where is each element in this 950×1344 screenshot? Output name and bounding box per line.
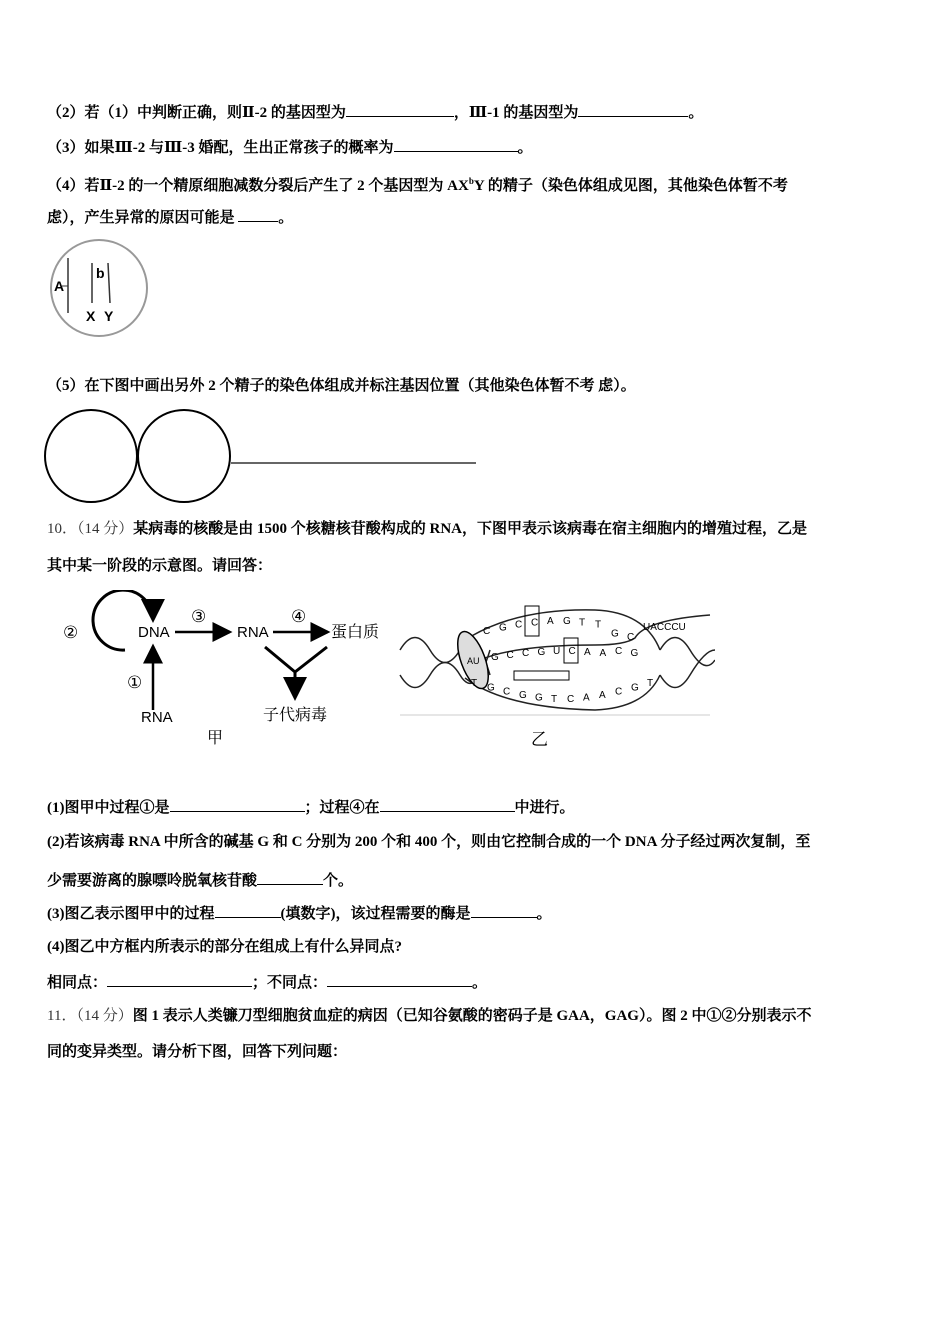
answer-blank[interactable] [170,797,305,812]
label-process-2: ② [63,623,79,642]
text: 中进行。 [514,800,575,816]
dna-bottom-base: T [471,678,478,689]
gene-b-label: b [96,265,105,281]
sperm-cell-figure [46,238,152,338]
sperm-circle-1[interactable] [45,410,137,502]
q10-stem-cont [47,556,272,576]
figure-jia [55,590,395,750]
q10-stem [47,519,807,539]
cell-outline [51,240,147,336]
text: (4)图乙中方框内所表示的部分在组成上有什么异同点? [47,939,402,955]
dna-bottom-base: A [583,692,590,704]
q10-sub1 [47,797,575,818]
q10-sub4 [47,937,402,957]
answer-blank[interactable] [380,797,515,812]
answer-blank[interactable] [257,870,323,885]
label-process-1: ① [127,673,143,692]
dna-bottom-base: C [567,693,575,705]
dna-top-base: C [483,626,491,637]
text: 。 [517,140,533,156]
label-dna: DNA [138,624,170,641]
question-number: 10．（14 分） [47,521,134,537]
figure-caption: 甲 [207,730,224,747]
answer-blank[interactable] [471,903,537,918]
dna-bottom-base: A [599,690,606,702]
gene-a-label: A [54,278,65,294]
blank-box [514,671,569,680]
text: 同的变异类型。请分析下图，回答下列问题： [47,1044,348,1060]
q9-sub4-cont [47,207,293,228]
label-rna-template: RNA [141,709,173,726]
text: 图 1 表示人类镰刀型细胞贫血症的病因（已知谷氨酸的密码子是 GAA，GAG）。图 2 中①②分别表示不 [132,1008,812,1024]
dna-top-base: C [531,617,539,629]
assembly-arrow [265,647,327,698]
dna-bottom-base: T [551,693,558,705]
dna-top-base: G [611,628,619,640]
text: （4）若Ⅱ-2 的一个精原细胞减数分裂后产生了 2 个基因型为 AX [47,178,469,194]
answer-blank[interactable] [346,102,454,117]
text: 。 [688,105,704,121]
rna-base: C [615,645,623,657]
q9-sub2 [47,102,703,123]
oval-letters: AU [467,656,480,666]
text: (填数字)，该过程需要的酶是 [280,906,471,922]
dna-top-base: C [627,632,635,643]
answer-blank[interactable] [327,972,472,987]
answer-blank[interactable] [394,137,518,152]
text: 虑），产生异常的原因可能是 [47,210,235,226]
base-letters [471,616,653,705]
text: 。 [536,906,552,922]
rna-base: G [630,648,639,659]
dna-bottom-base: G [487,682,495,694]
answer-blank[interactable] [107,972,252,987]
text: (2)若该病毒 RNA 中所含的碱基 G 和 C 分别为 200 个和 400 个，则由它控制合成的一个 DNA 分子经过两次复制，至 [47,834,811,850]
text: ；过程④在 [304,800,380,816]
text: （5）在下图中画出另外 2 个精子的染色体组成并标注基因位置（其他染色体暂不考 虑）。 [47,378,636,394]
text: 相同点： [47,975,108,991]
dna-helix-right [660,638,715,688]
rna-base: C [522,648,530,660]
rna-base: C [506,649,514,661]
q11-stem-cont [47,1042,347,1062]
label-process-3: ③ [191,607,207,626]
label-process-4: ④ [291,607,307,626]
dna-bottom-base: T [647,678,654,689]
figure-caption: 乙 [531,730,548,749]
rna-base: A [599,648,607,660]
dna-bottom-base: C [615,686,623,698]
dna-bottom-base: C [503,686,511,698]
text: ；不同点： [252,975,328,991]
figure-yi [395,590,715,755]
answer-blank[interactable] [215,903,281,918]
label-protein: 蛋白质 [331,624,380,641]
rna-base: A [584,646,591,658]
text: ，Ⅲ-1 的基因型为 [453,105,579,121]
text: 其中某一阶段的示意图。请回答： [47,558,273,574]
answer-blank[interactable] [578,102,688,117]
q9-sub3 [47,137,533,158]
rna-base: G [491,652,499,663]
q10-sub4-answers [47,972,487,993]
rna-base: G [537,646,546,658]
dna-top-base: G [563,616,571,628]
text: Y 的精子（染色体组成见图，其他染色体暂不考 [473,178,788,194]
text: 少需要游离的腺嘌呤脱氧核苷酸 [47,873,258,889]
answer-blank[interactable] [238,207,278,222]
q9-sub4 [47,171,788,196]
q11-stem [47,1006,811,1026]
rna-base: U [553,646,561,658]
text: 。 [472,975,488,991]
chrom-x-label: X [86,308,96,324]
text: 某病毒的核酸是由 1500 个核糖核苷酸构成的 RNA，下图甲表示该病毒在宿主细胞内的增殖过程，乙是 [133,521,808,537]
dna-top-base: G [499,622,507,634]
dna-top-base: A [547,616,554,628]
text: 个。 [323,873,354,889]
q10-sub2 [47,832,810,852]
question-number: 11．（14 分） [47,1008,133,1024]
drawing-area[interactable] [44,407,484,505]
chrom-y-label: Y [104,308,114,324]
text: (3)图乙表示图甲中的过程 [47,906,215,922]
text: （3）如果Ⅲ-2 与Ⅲ-3 婚配，生出正常孩子的概率为 [47,140,394,156]
label-rna: RNA [237,624,269,641]
q10-sub3 [47,903,552,924]
replication-arrow [93,590,153,650]
q10-sub2-cont [47,870,353,891]
superscript: b [468,176,474,186]
dna-bottom-base: G [535,692,543,704]
rna-base: C [568,646,576,658]
dna-top-base: T [595,619,602,631]
q9-sub5 [47,376,636,396]
text: 。 [278,210,294,226]
sperm-circle-2[interactable] [138,410,230,502]
text: (1)图甲中过程①是 [47,800,170,816]
dna-top-base: T [579,617,586,629]
dna-bottom-base: G [631,682,639,694]
text: （2）若（1）中判断正确，则Ⅱ-2 的基因型为 [47,105,346,121]
dna-top-base: C [515,619,523,631]
rna-tail-label: UACCCU [643,622,686,633]
label-progeny-virus: 子代病毒 [263,707,328,724]
dna-bottom-base: G [519,690,527,702]
